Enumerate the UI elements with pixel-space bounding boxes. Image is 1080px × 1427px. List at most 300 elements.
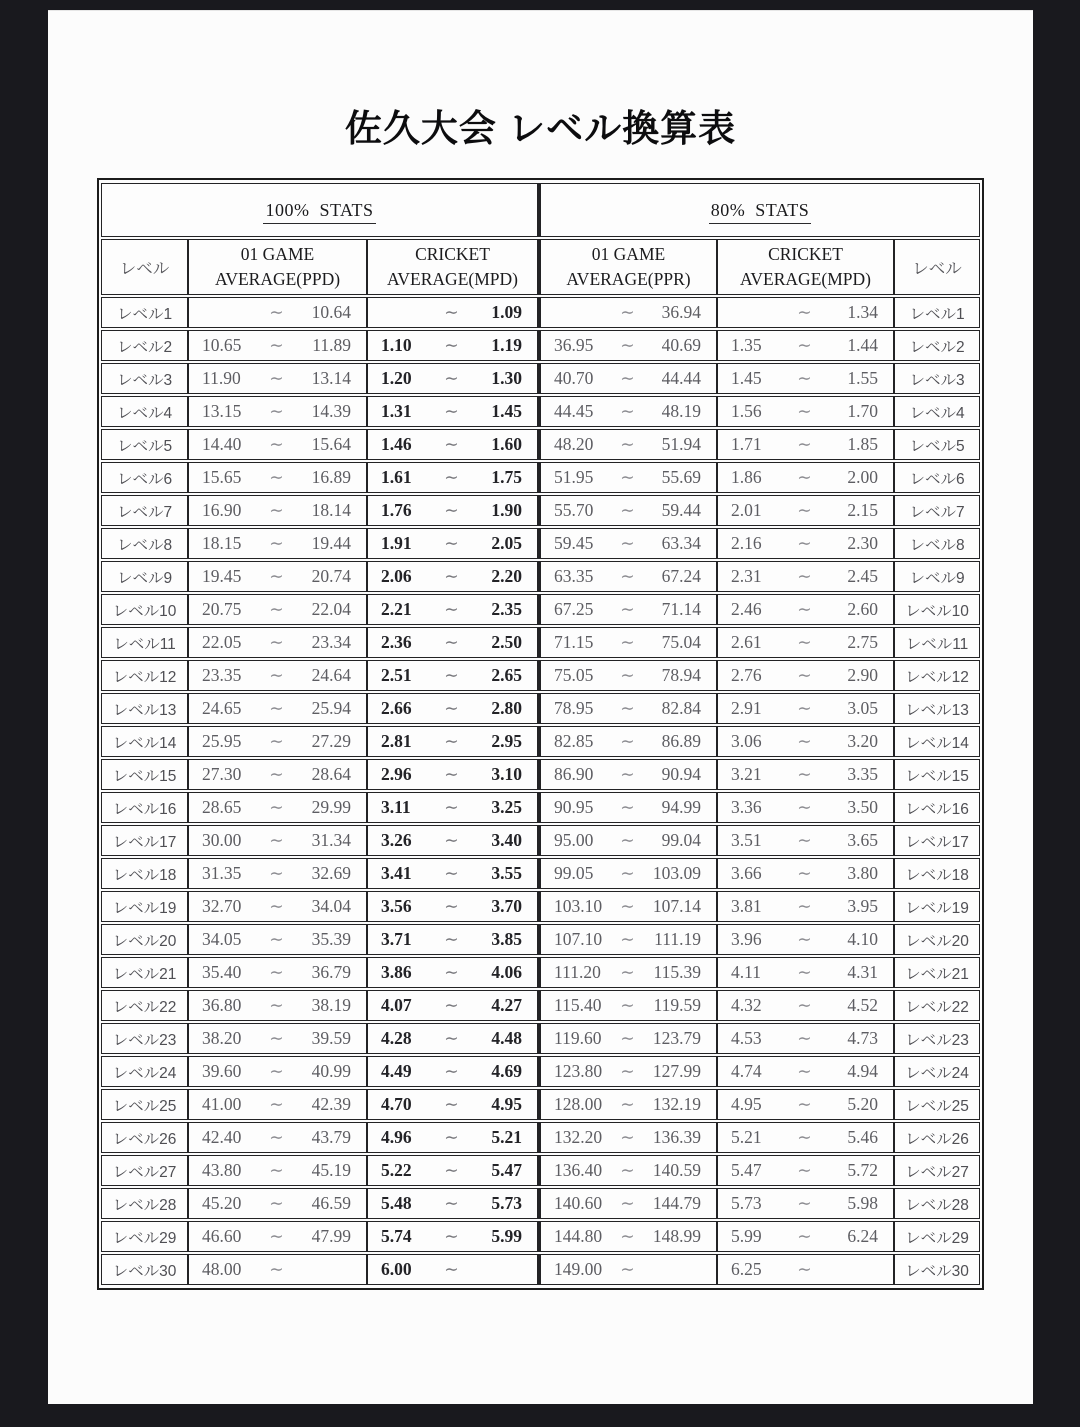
level-label-right: レベル23 <box>894 1023 980 1054</box>
mpd100-range-cell <box>367 990 539 1021</box>
tilde: ∼ <box>620 995 635 1015</box>
range-low: 5.22 <box>381 1160 412 1180</box>
range-high: 14.39 <box>311 401 351 421</box>
level-label-left: レベル3 <box>101 363 188 394</box>
range-low: 71.15 <box>554 632 594 652</box>
table-row <box>101 528 980 559</box>
range-high: 28.64 <box>311 764 351 784</box>
ppd-range-cell <box>188 561 367 592</box>
level-label-left: レベル21 <box>101 957 188 988</box>
tilde: ∼ <box>269 500 284 520</box>
mpd80-range-cell <box>717 1188 894 1219</box>
tilde: ∼ <box>620 1259 635 1279</box>
tilde: ∼ <box>444 1193 459 1213</box>
tilde: ∼ <box>620 830 635 850</box>
range <box>189 599 366 620</box>
range <box>541 434 716 455</box>
table-row <box>101 990 980 1021</box>
range-high: 23.34 <box>311 632 351 652</box>
range-low: 5.48 <box>381 1193 412 1213</box>
range-high: 78.94 <box>661 665 701 685</box>
range <box>718 335 893 356</box>
tilde: ∼ <box>269 665 284 685</box>
range <box>368 500 537 521</box>
range-low: 144.80 <box>554 1226 603 1246</box>
mpd80-range-cell <box>717 660 894 691</box>
range-low: 1.56 <box>731 401 762 421</box>
range-low: 4.28 <box>381 1028 412 1048</box>
range <box>718 434 893 455</box>
range <box>541 335 716 356</box>
range <box>541 1028 716 1049</box>
range <box>189 434 366 455</box>
range <box>718 1226 893 1247</box>
tilde: ∼ <box>797 500 812 520</box>
level-label-right: レベル21 <box>894 957 980 988</box>
range-high: 132.19 <box>652 1094 701 1114</box>
range-low: 115.40 <box>554 995 602 1015</box>
tilde: ∼ <box>444 731 459 751</box>
level-label-left: レベル11 <box>101 627 188 658</box>
range <box>189 830 366 851</box>
tilde: ∼ <box>620 434 635 454</box>
range <box>368 1259 537 1280</box>
range <box>368 302 537 323</box>
ppr-range-cell <box>539 924 717 955</box>
range <box>368 1094 537 1115</box>
range-low: 111.20 <box>554 962 601 982</box>
range-high: 25.94 <box>311 698 351 718</box>
tilde: ∼ <box>620 632 635 652</box>
range-low: 2.01 <box>731 500 762 520</box>
mpd100-range-cell <box>367 363 539 394</box>
range-low: 5.21 <box>731 1127 762 1147</box>
range-high: 3.95 <box>847 896 878 916</box>
range-low: 43.80 <box>202 1160 242 1180</box>
range <box>541 731 716 752</box>
range <box>541 1061 716 1082</box>
range-high: 3.55 <box>491 863 522 883</box>
range <box>368 698 537 719</box>
ppd-range-cell <box>188 924 367 955</box>
range-low: 14.40 <box>202 434 242 454</box>
range-low: 2.66 <box>381 698 412 718</box>
level-label-left: レベル22 <box>101 990 188 1021</box>
range-high: 1.60 <box>491 434 522 454</box>
level-label-left: レベル20 <box>101 924 188 955</box>
range <box>368 1028 537 1049</box>
range-low: 3.71 <box>381 929 412 949</box>
range <box>189 1028 366 1049</box>
mpd80-range-cell <box>717 924 894 955</box>
tilde: ∼ <box>269 995 284 1015</box>
range-low: 103.10 <box>554 896 603 916</box>
range-low: 2.16 <box>731 533 762 553</box>
range-low: 16.90 <box>202 500 242 520</box>
ppr-range-cell <box>539 825 717 856</box>
range-high: 2.45 <box>847 566 878 586</box>
range-low: 132.20 <box>554 1127 603 1147</box>
range-high: 2.90 <box>847 665 878 685</box>
tilde: ∼ <box>797 797 812 817</box>
ppr-range-cell <box>539 495 717 526</box>
document-page <box>48 10 1033 1404</box>
range <box>189 368 366 389</box>
mpd80-range-cell <box>717 891 894 922</box>
tilde: ∼ <box>444 434 459 454</box>
range-low: 34.05 <box>202 929 242 949</box>
range-low: 1.35 <box>731 335 762 355</box>
tilde: ∼ <box>797 632 812 652</box>
range <box>718 863 893 884</box>
tilde: ∼ <box>444 830 459 850</box>
range-high: 27.29 <box>311 731 351 751</box>
range-low: 2.21 <box>381 599 412 619</box>
level-label-left: レベル2 <box>101 330 188 361</box>
range-low: 128.00 <box>554 1094 603 1114</box>
ppd-range-cell <box>188 990 367 1021</box>
level-label-right: レベル18 <box>894 858 980 889</box>
range <box>541 797 716 818</box>
range-low: 1.71 <box>731 434 762 454</box>
range-high: 1.70 <box>847 401 878 421</box>
range-low: 4.96 <box>381 1127 412 1147</box>
range-low: 1.76 <box>381 500 412 520</box>
level-label-left: レベル24 <box>101 1056 188 1087</box>
range-low: 86.90 <box>554 764 594 784</box>
tilde: ∼ <box>269 533 284 553</box>
tilde: ∼ <box>797 335 812 355</box>
range-high: 90.94 <box>661 764 701 784</box>
level-label-left: レベル26 <box>101 1122 188 1153</box>
tilde: ∼ <box>797 533 812 553</box>
range <box>541 896 716 917</box>
ppr-range-cell <box>539 396 717 427</box>
mpd100-range-cell <box>367 561 539 592</box>
range-low: 44.45 <box>554 401 594 421</box>
range <box>541 533 716 554</box>
level-label-right: レベル26 <box>894 1122 980 1153</box>
level-label-left: レベル15 <box>101 759 188 790</box>
column-header-level-left: レベル <box>101 239 188 295</box>
level-label-right: レベル6 <box>894 462 980 493</box>
range-high: 1.75 <box>491 467 522 487</box>
range-high: 2.20 <box>491 566 522 586</box>
range <box>718 1028 893 1049</box>
tilde: ∼ <box>797 896 812 916</box>
range-high: 43.79 <box>311 1127 351 1147</box>
mpd80-range-cell <box>717 396 894 427</box>
tilde: ∼ <box>444 401 459 421</box>
range-high: 4.06 <box>491 962 522 982</box>
level-label-left: レベル14 <box>101 726 188 757</box>
ppr-range-cell <box>539 627 717 658</box>
tilde: ∼ <box>797 434 812 454</box>
range <box>368 401 537 422</box>
tilde: ∼ <box>444 797 459 817</box>
range <box>718 632 893 653</box>
tilde: ∼ <box>620 665 635 685</box>
range-high: 59.44 <box>661 500 701 520</box>
range-high: 3.10 <box>491 764 522 784</box>
tilde: ∼ <box>444 533 459 553</box>
mpd80-range-cell <box>717 462 894 493</box>
range <box>718 698 893 719</box>
mpd80-range-cell <box>717 858 894 889</box>
range-low: 1.91 <box>381 533 412 553</box>
level-label-left: レベル1 <box>101 297 188 328</box>
range <box>189 632 366 653</box>
tilde: ∼ <box>269 368 284 388</box>
column-header-cricket-mpd-100 <box>367 239 539 295</box>
table-row <box>101 891 980 922</box>
range-low: 2.31 <box>731 566 762 586</box>
tilde: ∼ <box>797 863 812 883</box>
mpd100-range-cell <box>367 858 539 889</box>
ppr-range-cell <box>539 990 717 1021</box>
range-high: 13.14 <box>311 368 351 388</box>
range <box>368 632 537 653</box>
range <box>541 1094 716 1115</box>
range-low: 123.80 <box>554 1061 603 1081</box>
range-high: 5.98 <box>847 1193 878 1213</box>
column-header-line1: CRICKET <box>415 243 490 264</box>
range <box>368 731 537 752</box>
range <box>541 995 716 1016</box>
ppr-range-cell <box>539 891 717 922</box>
tilde: ∼ <box>797 1226 812 1246</box>
level-label-right: レベル15 <box>894 759 980 790</box>
range-low: 82.85 <box>554 731 594 751</box>
range-high: 3.50 <box>847 797 878 817</box>
tilde: ∼ <box>620 1061 635 1081</box>
range <box>718 1061 893 1082</box>
range <box>718 500 893 521</box>
range-low: 1.86 <box>731 467 762 487</box>
range <box>368 797 537 818</box>
range-high: 18.14 <box>311 500 351 520</box>
range-high: 2.60 <box>847 599 878 619</box>
range <box>541 1226 716 1247</box>
tilde: ∼ <box>444 929 459 949</box>
range-low: 31.35 <box>202 863 242 883</box>
level-label-left: レベル9 <box>101 561 188 592</box>
level-label-right: レベル11 <box>894 627 980 658</box>
tilde: ∼ <box>797 995 812 1015</box>
range-low: 1.20 <box>381 368 412 388</box>
level-label-right: レベル3 <box>894 363 980 394</box>
mpd80-range-cell <box>717 957 894 988</box>
range-low: 38.20 <box>202 1028 242 1048</box>
tilde: ∼ <box>269 1259 284 1279</box>
mpd100-range-cell <box>367 1254 539 1285</box>
range-high: 55.69 <box>661 467 701 487</box>
range-high: 3.25 <box>491 797 522 817</box>
range-high: 148.99 <box>652 1226 701 1246</box>
range-low: 42.40 <box>202 1127 242 1147</box>
range-high: 46.59 <box>311 1193 351 1213</box>
range <box>368 863 537 884</box>
level-label-right: レベル25 <box>894 1089 980 1120</box>
range-low: 3.86 <box>381 962 412 982</box>
range <box>189 698 366 719</box>
ppd-range-cell <box>188 495 367 526</box>
mpd100-range-cell <box>367 891 539 922</box>
range-high: 42.39 <box>311 1094 351 1114</box>
range-high: 19.44 <box>311 533 351 553</box>
table-row <box>101 792 980 823</box>
range-low: 22.05 <box>202 632 242 652</box>
range-high: 32.69 <box>311 863 351 883</box>
table-row <box>101 297 980 328</box>
table-row <box>101 1221 980 1252</box>
range-low: 27.30 <box>202 764 242 784</box>
tilde: ∼ <box>620 302 635 322</box>
level-label-left: レベル19 <box>101 891 188 922</box>
range-high: 6.24 <box>847 1226 878 1246</box>
range-high: 29.99 <box>311 797 351 817</box>
range-high: 1.55 <box>847 368 878 388</box>
tilde: ∼ <box>797 368 812 388</box>
level-label-right: レベル22 <box>894 990 980 1021</box>
ppd-range-cell <box>188 1023 367 1054</box>
range-low: 40.70 <box>554 368 594 388</box>
mpd80-range-cell <box>717 1155 894 1186</box>
tilde: ∼ <box>620 599 635 619</box>
tilde: ∼ <box>797 731 812 751</box>
tilde: ∼ <box>797 764 812 784</box>
range-high: 140.59 <box>652 1160 701 1180</box>
table-row <box>101 957 980 988</box>
range-low: 4.11 <box>731 962 761 982</box>
range <box>368 665 537 686</box>
level-label-left: レベル12 <box>101 660 188 691</box>
range-high: 45.19 <box>311 1160 351 1180</box>
range-low: 3.26 <box>381 830 412 850</box>
range <box>541 368 716 389</box>
range-low: 119.60 <box>554 1028 602 1048</box>
tilde: ∼ <box>444 500 459 520</box>
ppr-range-cell <box>539 858 717 889</box>
range-high: 44.44 <box>661 368 701 388</box>
tilde: ∼ <box>269 434 284 454</box>
level-label-right: レベル28 <box>894 1188 980 1219</box>
ppd-range-cell <box>188 1056 367 1087</box>
mpd80-range-cell <box>717 693 894 724</box>
range <box>718 830 893 851</box>
range-high: 103.09 <box>652 863 701 883</box>
range-low: 99.05 <box>554 863 594 883</box>
range <box>368 1127 537 1148</box>
tilde: ∼ <box>269 929 284 949</box>
tilde: ∼ <box>620 698 635 718</box>
range-low: 3.96 <box>731 929 762 949</box>
ppr-range-cell <box>539 1188 717 1219</box>
level-label-right: レベル4 <box>894 396 980 427</box>
tilde: ∼ <box>620 500 635 520</box>
level-label-right: レベル10 <box>894 594 980 625</box>
range-low: 48.00 <box>202 1259 242 1279</box>
mpd100-range-cell <box>367 1023 539 1054</box>
tilde: ∼ <box>269 1193 284 1213</box>
range <box>718 1160 893 1181</box>
level-label-left: レベル8 <box>101 528 188 559</box>
range-high: 20.74 <box>311 566 351 586</box>
tilde: ∼ <box>797 1193 812 1213</box>
range-low: 3.36 <box>731 797 762 817</box>
range <box>368 830 537 851</box>
ppd-range-cell <box>188 627 367 658</box>
level-label-right: レベル7 <box>894 495 980 526</box>
table-row <box>101 462 980 493</box>
range <box>368 467 537 488</box>
range <box>718 962 893 983</box>
range <box>541 599 716 620</box>
range <box>718 665 893 686</box>
level-label-left: レベル4 <box>101 396 188 427</box>
range-high: 2.15 <box>847 500 878 520</box>
range-low: 11.90 <box>202 368 241 388</box>
range <box>718 731 893 752</box>
ppr-range-cell <box>539 726 717 757</box>
tilde: ∼ <box>444 1094 459 1114</box>
range <box>189 335 366 356</box>
range-high: 4.94 <box>847 1061 878 1081</box>
range-low: 20.75 <box>202 599 242 619</box>
range-high: 107.14 <box>652 896 701 916</box>
range <box>368 995 537 1016</box>
tilde: ∼ <box>620 863 635 883</box>
level-label-left: レベル25 <box>101 1089 188 1120</box>
range-high: 3.70 <box>491 896 522 916</box>
tilde: ∼ <box>620 1193 635 1213</box>
range-high: 36.79 <box>311 962 351 982</box>
tilde: ∼ <box>269 632 284 652</box>
mpd80-range-cell <box>717 825 894 856</box>
range <box>541 863 716 884</box>
range <box>368 368 537 389</box>
mpd100-range-cell <box>367 528 539 559</box>
range-high: 86.89 <box>661 731 701 751</box>
range-low: 46.60 <box>202 1226 242 1246</box>
range-high: 1.45 <box>491 401 522 421</box>
range-low: 55.70 <box>554 500 594 520</box>
tilde: ∼ <box>269 467 284 487</box>
range-high: 40.99 <box>311 1061 351 1081</box>
range-low: 3.56 <box>381 896 412 916</box>
range-high: 94.99 <box>661 797 701 817</box>
range-low: 90.95 <box>554 797 594 817</box>
range-high: 3.65 <box>847 830 878 850</box>
mpd100-range-cell <box>367 495 539 526</box>
range-high: 40.69 <box>661 335 701 355</box>
level-label-left: レベル18 <box>101 858 188 889</box>
range-high: 22.04 <box>311 599 351 619</box>
range-high: 1.44 <box>847 335 878 355</box>
range <box>541 1259 716 1280</box>
ppr-range-cell <box>539 462 717 493</box>
table-row <box>101 594 980 625</box>
tilde: ∼ <box>797 698 812 718</box>
range-high: 4.48 <box>491 1028 522 1048</box>
range-low: 48.20 <box>554 434 594 454</box>
range-high: 38.19 <box>311 995 351 1015</box>
level-label-left: レベル28 <box>101 1188 188 1219</box>
ppd-range-cell <box>188 825 367 856</box>
tilde: ∼ <box>269 731 284 751</box>
tilde: ∼ <box>444 1028 459 1048</box>
tilde: ∼ <box>269 599 284 619</box>
